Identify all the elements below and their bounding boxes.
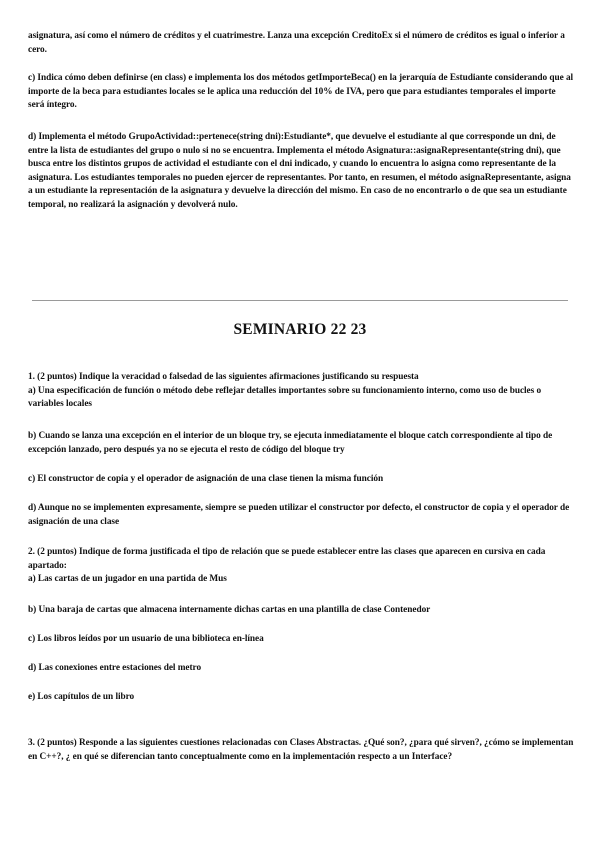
continuation-paragraph: asignatura, así como el número de créditos y el cuatrimestre. Lanza una excepción CreditoEx si el número de créditos es igual o inferior a cero. bbox=[28, 31, 565, 55]
question-1-c: c) El constructor de copia y el operador de asignación de una clase tienen la misma función bbox=[28, 474, 384, 484]
question-2-d: d) Las conexiones entre estaciones del metro bbox=[28, 663, 202, 673]
question-2-c-block bbox=[28, 633, 574, 647]
question-2-b: b) Una baraja de cartas que almacena internamente dichas cartas en una plantilla de clase Contenedor bbox=[28, 605, 431, 615]
question-2-e-block bbox=[28, 691, 574, 705]
question-2-title-block bbox=[28, 546, 574, 587]
question-2-c: c) Los libros leídos por un usuario de una biblioteca en-línea bbox=[28, 634, 264, 644]
question-2-e: e) Los capítulos de un libro bbox=[28, 692, 135, 702]
question-2-b-block bbox=[28, 604, 574, 618]
previous-question-continuation bbox=[28, 30, 574, 57]
question-1-b-block bbox=[28, 430, 574, 457]
question-1-d: d) Aunque no se implementen expresamente, siempre se pueden utilizar el constructor por defecto, el constructor de copia y el operador de asignación de una clase bbox=[28, 503, 570, 527]
question-1-c-block bbox=[28, 473, 574, 487]
question-1-b: b) Cuando se lanza una excepción en el interior de un bloque try, se ejecuta inmediatamente el bloque catch correspondiente al tipo de excepción lanzado, pero después ya no se ejecuta el resto de código del bloque try bbox=[28, 431, 553, 455]
question-1-d-block bbox=[28, 502, 574, 529]
question-3-block bbox=[28, 737, 574, 764]
section-heading: SEMINARIO 22 23 bbox=[233, 321, 367, 338]
previous-question-part-d bbox=[28, 131, 574, 213]
question-3-title: 3. (2 puntos) Responde a las siguientes cuestiones relacionadas con Clases Abstractas. ¿Qué son?, ¿para qué sirven?, ¿cómo se implementan en C++?, ¿ en qué se diferencian tanto conceptualmente como en la implementación respecto a un Interface? bbox=[28, 738, 574, 762]
question-2-d-block bbox=[28, 662, 574, 676]
question-2-a: a) Las cartas de un jugador en una partida de Mus bbox=[28, 574, 227, 585]
part-d-paragraph: d) Implementa el método GrupoActividad::pertenece(string dni):Estudiante*, que devuelve el estudiante al que corresponde un dni, de entre la lista de estudiantes del grupo o nulo si no se encuentra. Implementa el método Asignatura::asignaRepresentante(string dni), que busca entre los distintos grupos de actividad el estudiante con el dni indicado, y cuando lo encuentra lo asigna como representante de la asignatura. Los estudiantes temporales no pueden ejercer de representantes. Por tanto, en resumen, el método asignaRepresentante, asigna a un estudiante la representación de la asignatura y devuelve la dirección del mismo. En caso de no encontrarlo o de que sea un estudiante temporal, no realizará la asignación y devolverá nulo. bbox=[28, 132, 571, 210]
question-1-a: a) Una especificación de función o método debe reflejar detalles importantes sobre su funcionamiento interno, como uso de bucles o variables locales bbox=[28, 385, 542, 410]
section-divider bbox=[32, 300, 568, 301]
question-2-title: 2. (2 puntos) Indique de forma justificada el tipo de relación que se puede establecer entre las clases que aparecen en cursiva en cada apartado: bbox=[28, 547, 546, 571]
previous-question-part-c bbox=[28, 72, 574, 113]
question-1-title-block bbox=[28, 371, 574, 412]
question-1-title: 1. (2 puntos) Indique la veracidad o falsedad de las siguientes afirmaciones justificando su respuesta bbox=[28, 372, 419, 382]
part-c-paragraph: c) Indica cómo deben definirse (en class) e implementa los dos métodos getImporteBeca() en la jerarquía de Estudiante considerando que al importe de la beca para estudiantes locales se le aplica una reducción del 10% de IVA, pero que para estudiantes temporales el importe será íntegro. bbox=[28, 73, 574, 111]
